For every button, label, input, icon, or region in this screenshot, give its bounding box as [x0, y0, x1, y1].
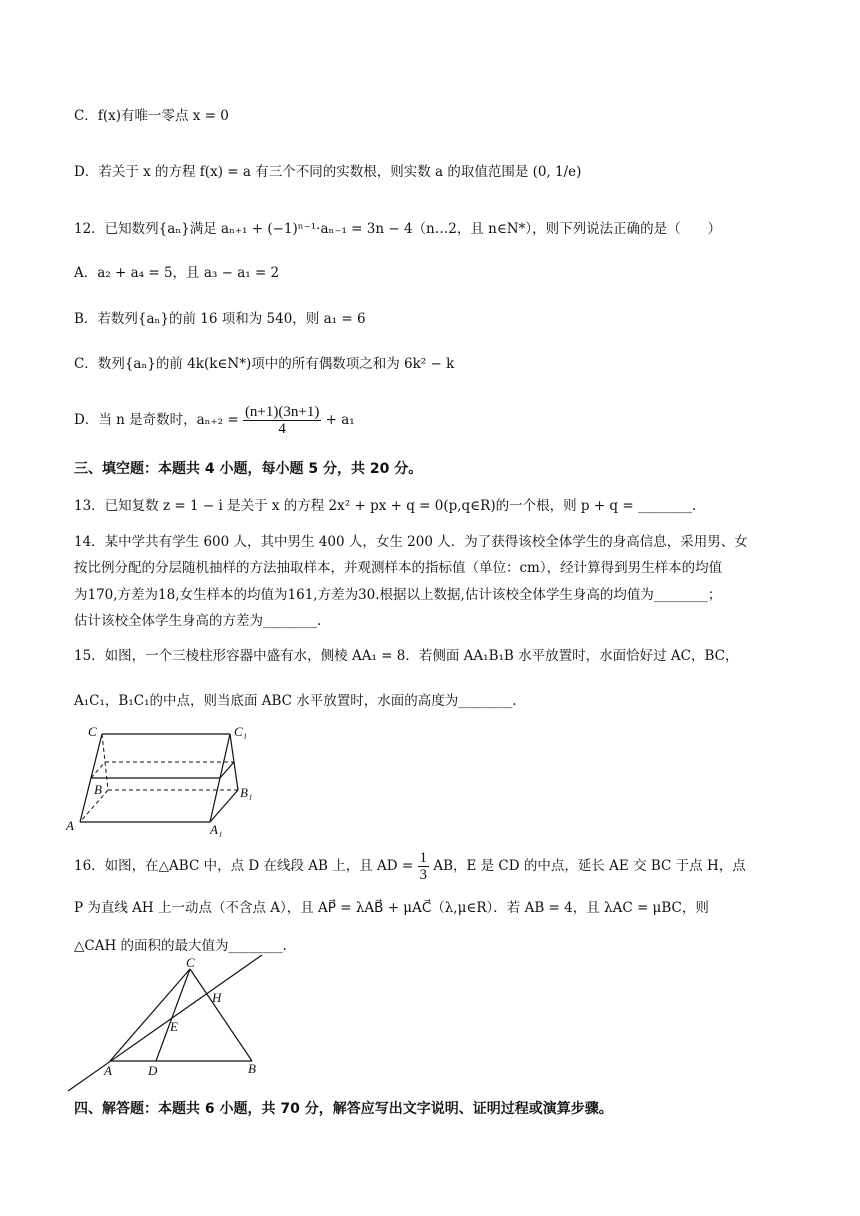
label-e: E — [170, 1019, 178, 1034]
q12-option-d — [74, 404, 355, 437]
label-c: C — [186, 955, 195, 970]
q11-option-d: D．若关于 x 的方程 f(x) = a 有三个不同的实数根，则实数 a 的取值范围是 (0, 1/e) — [74, 164, 582, 180]
q12-option-a: A．a₂ + a₄ = 5，且 a₃ − a₁ = 2 — [74, 265, 280, 281]
q11-option-c: C．f(x)有唯一零点 x = 0 — [74, 108, 229, 124]
q12-option-d-numerator: (n+1)(3n+1) — [244, 404, 320, 420]
q16-line-2: P 为直线 AH 上一动点（不含点 A），且 AP⃗ = λAB⃗ + μAC⃗（λ,μ∈R）．若 AB = 4，且 λAC = μBC，则 — [74, 900, 709, 916]
q12-option-d-prefix: D．当 n 是奇数时，aₙ₊₂ = — [74, 412, 239, 428]
q15-prism-figure — [60, 722, 270, 838]
q12-option-d-fraction — [243, 404, 321, 437]
q16-line-1-part-a: 16．如图，在△ABC 中，点 D 在线段 AB 上，且 AD = — [74, 858, 414, 874]
label-a: A — [66, 818, 74, 833]
q16-triangle-figure — [60, 955, 280, 1093]
section-4-heading: 四、解答题：本题共 6 小题，共 70 分，解答应写出文字说明、证明过程或演算步骤。 — [74, 1101, 613, 1117]
label-h: H — [212, 990, 222, 1005]
q16-fraction-numerator: 1 — [419, 850, 428, 866]
q15-line-2: A₁C₁，B₁C₁的中点，则当底面 ABC 水平放置时，水面的高度为________. — [74, 693, 517, 709]
label-a1: A₁ — [210, 822, 223, 837]
q16-fraction-denominator: 3 — [419, 867, 428, 883]
label-d: D — [148, 1063, 158, 1078]
q12-option-b: B．若数列{aₙ}的前 16 项和为 540，则 a₁ = 6 — [74, 311, 366, 327]
label-c: C — [88, 724, 97, 739]
segment-c-d — [156, 969, 190, 1061]
q16-line-3: △CAH 的面积的最大值为________. — [74, 938, 287, 954]
q12-option-c: C．数列{aₙ}的前 4k(k∈N*)项中的所有偶数项之和为 6k² − k — [74, 356, 455, 372]
q14-line-1: 14．某中学共有学生 600 人，其中男生 400 人，女生 200 人．为了获得该校全体学生的身高信息，采用男、女 — [74, 534, 748, 550]
line-a-h — [68, 955, 262, 1091]
label-c1: C₁ — [234, 724, 248, 739]
q14-line-3: 为170,方差为18,女生样本的均值为161,方差为30.根据以上数据,估计该校全体学生身高的均值为________； — [74, 587, 722, 603]
q15-line-1: 15．如图，一个三棱柱形容器中盛有水，侧棱 AA₁ = 8．若侧面 AA₁B₁B 水平放置时，水面恰好过 AC，BC， — [74, 648, 739, 664]
q16-fraction — [418, 850, 430, 883]
side-a-c — [110, 969, 190, 1061]
q16-line-1-part-b: AB，E 是 CD 的中点，延长 AE 交 BC 于点 H，点 — [433, 858, 746, 874]
q14-line-2: 按比例分配的分层随机抽样的方法抽取样本，并观测样本的指标值（单位：cm），经计算得到男生样本的均值 — [74, 560, 723, 576]
label-a: A — [104, 1063, 112, 1078]
label-b: B — [94, 782, 102, 797]
q12-stem: 12．已知数列{aₙ}满足 aₙ₊₁ + (−1)ⁿ⁻¹·aₙ₋₁ = 3n − 4（n…2，且 n∈N*），则下列说法正确的是（ ） — [74, 221, 722, 237]
section-3-heading: 三、填空题：本题共 4 小题，每小题 5 分，共 20 分。 — [74, 461, 423, 477]
q12-option-d-suffix: + a₁ — [325, 412, 355, 428]
q16-line-1 — [74, 850, 746, 883]
label-b1: B₁ — [240, 785, 253, 800]
label-b: B — [248, 1061, 256, 1076]
q12-option-d-denominator: 4 — [278, 421, 286, 437]
side-c-b — [190, 969, 252, 1061]
q14-line-4: 估计该校全体学生身高的方差为________. — [74, 613, 322, 629]
q13-text: 13．已知复数 z = 1 − i 是关于 x 的方程 2x² + px + q = 0(p,q∈R)的一个根，则 p + q = ________. — [74, 498, 697, 514]
